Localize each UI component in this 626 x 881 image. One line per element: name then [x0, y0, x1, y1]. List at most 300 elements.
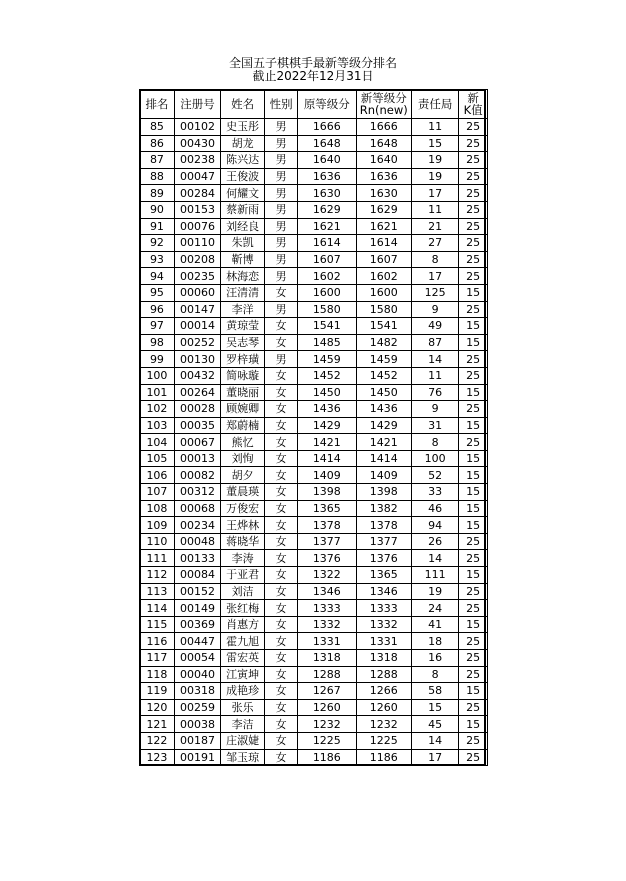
cell-new-k: 15: [459, 467, 488, 484]
cell-name: 王俊波: [221, 168, 265, 185]
cell-rank: 118: [140, 666, 175, 683]
cell-reg-no: 00284: [174, 185, 220, 202]
cell-bureau: 8: [411, 434, 458, 451]
table-row: [140, 699, 488, 716]
cell-old-score: 1377: [298, 533, 357, 550]
table-row: [140, 401, 488, 418]
cell-reg-no: 00187: [174, 732, 220, 749]
cell-gender: 女: [265, 749, 298, 766]
cell-new-k: 15: [459, 567, 488, 584]
header-new-k-line2: K值: [463, 103, 483, 117]
cell-name: 简咏璇: [221, 367, 265, 384]
cell-rank: 88: [140, 168, 175, 185]
cell-rank: 100: [140, 367, 175, 384]
cell-new-score: 1318: [356, 650, 411, 667]
cell-bureau: 87: [411, 334, 458, 351]
cell-new-score: 1260: [356, 699, 411, 716]
cell-bureau: 100: [411, 450, 458, 467]
table-row: [140, 334, 488, 351]
cell-gender: 女: [265, 450, 298, 467]
cell-new-score: 1629: [356, 201, 411, 218]
cell-rank: 101: [140, 384, 175, 401]
cell-name: 郑蔚楠: [221, 417, 265, 434]
cell-gender: 女: [265, 699, 298, 716]
cell-old-score: 1225: [298, 732, 357, 749]
cell-new-score: 1602: [356, 268, 411, 285]
cell-gender: 男: [265, 301, 298, 318]
cell-bureau: 17: [411, 185, 458, 202]
cell-rank: 104: [140, 434, 175, 451]
cell-rank: 112: [140, 567, 175, 584]
table-row: [140, 251, 488, 268]
cell-gender: 男: [265, 168, 298, 185]
cell-new-score: 1346: [356, 583, 411, 600]
cell-reg-no: 00038: [174, 716, 220, 733]
cell-bureau: 11: [411, 367, 458, 384]
cell-reg-no: 00133: [174, 550, 220, 567]
cell-name: 汪清清: [221, 284, 265, 301]
cell-rank: 121: [140, 716, 175, 733]
cell-name: 董晨瑛: [221, 484, 265, 501]
cell-rank: 109: [140, 517, 175, 534]
cell-name: 刘恂: [221, 450, 265, 467]
header-new-score-line1: 新等级分: [360, 91, 407, 105]
cell-reg-no: 00153: [174, 201, 220, 218]
cell-name: 顾婉卿: [221, 401, 265, 418]
cell-old-score: 1376: [298, 550, 357, 567]
cell-new-score: 1377: [356, 533, 411, 550]
cell-reg-no: 00076: [174, 218, 220, 235]
table-row: [140, 550, 488, 567]
cell-gender: 女: [265, 334, 298, 351]
table-row: [140, 732, 488, 749]
cell-old-score: 1648: [298, 135, 357, 152]
cell-new-score: 1459: [356, 351, 411, 368]
cell-name: 成艳珍: [221, 683, 265, 700]
cell-new-score: 1600: [356, 284, 411, 301]
cell-bureau: 17: [411, 268, 458, 285]
cell-gender: 男: [265, 119, 298, 136]
cell-new-k: 15: [459, 417, 488, 434]
cell-gender: 女: [265, 318, 298, 335]
cell-rank: 106: [140, 467, 175, 484]
header-name: 姓名: [221, 90, 265, 119]
cell-gender: 女: [265, 600, 298, 617]
cell-name: 李涛: [221, 550, 265, 567]
cell-new-score: 1482: [356, 334, 411, 351]
cell-gender: 女: [265, 434, 298, 451]
cell-gender: 女: [265, 666, 298, 683]
cell-bureau: 26: [411, 533, 458, 550]
table-body: [140, 119, 488, 766]
header-rank: 排名: [140, 90, 175, 119]
cell-new-score: 1331: [356, 633, 411, 650]
cell-reg-no: 00047: [174, 168, 220, 185]
cell-rank: 111: [140, 550, 175, 567]
cell-new-k: 25: [459, 732, 488, 749]
cell-new-k: 25: [459, 218, 488, 235]
cell-reg-no: 00048: [174, 533, 220, 550]
cell-bureau: 125: [411, 284, 458, 301]
cell-bureau: 8: [411, 251, 458, 268]
cell-name: 黄琼莹: [221, 318, 265, 335]
cell-gender: 女: [265, 384, 298, 401]
header-new-score-line2: Rn(new): [359, 103, 408, 117]
cell-old-score: 1602: [298, 268, 357, 285]
cell-reg-no: 00447: [174, 633, 220, 650]
cell-new-score: 1636: [356, 168, 411, 185]
cell-rank: 115: [140, 616, 175, 633]
cell-old-score: 1332: [298, 616, 357, 633]
cell-new-k: 25: [459, 251, 488, 268]
header-new-score: [356, 90, 411, 119]
cell-reg-no: 00234: [174, 517, 220, 534]
cell-rank: 102: [140, 401, 175, 418]
cell-gender: 女: [265, 500, 298, 517]
cell-new-k: 25: [459, 550, 488, 567]
cell-new-k: 25: [459, 135, 488, 152]
cell-bureau: 52: [411, 467, 458, 484]
cell-old-score: 1541: [298, 318, 357, 335]
cell-new-score: 1186: [356, 749, 411, 766]
cell-reg-no: 00130: [174, 351, 220, 368]
document-subtitle: 截止2022年12月31日: [252, 69, 374, 83]
cell-new-k: 15: [459, 284, 488, 301]
table-row: [140, 683, 488, 700]
cell-old-score: 1636: [298, 168, 357, 185]
cell-bureau: 58: [411, 683, 458, 700]
cell-new-k: 15: [459, 517, 488, 534]
cell-new-score: 1232: [356, 716, 411, 733]
cell-name: 朱凯: [221, 235, 265, 252]
cell-new-k: 15: [459, 500, 488, 517]
cell-new-score: 1333: [356, 600, 411, 617]
cell-new-score: 1630: [356, 185, 411, 202]
cell-bureau: 41: [411, 616, 458, 633]
cell-new-score: 1541: [356, 318, 411, 335]
table-row: [140, 268, 488, 285]
cell-name: 陈兴达: [221, 152, 265, 169]
cell-new-k: 15: [459, 334, 488, 351]
cell-rank: 108: [140, 500, 175, 517]
cell-gender: 女: [265, 716, 298, 733]
cell-old-score: 1580: [298, 301, 357, 318]
cell-gender: 男: [265, 235, 298, 252]
cell-old-score: 1365: [298, 500, 357, 517]
header-old-score: 原等级分: [298, 90, 357, 119]
cell-new-score: 1421: [356, 434, 411, 451]
cell-new-score: 1607: [356, 251, 411, 268]
cell-gender: 女: [265, 517, 298, 534]
cell-new-score: 1266: [356, 683, 411, 700]
cell-bureau: 45: [411, 716, 458, 733]
cell-rank: 114: [140, 600, 175, 617]
cell-bureau: 8: [411, 666, 458, 683]
cell-new-k: 25: [459, 201, 488, 218]
table-row: [140, 218, 488, 235]
cell-gender: 女: [265, 583, 298, 600]
cell-old-score: 1640: [298, 152, 357, 169]
cell-bureau: 14: [411, 550, 458, 567]
cell-name: 史玉彤: [221, 119, 265, 136]
cell-reg-no: 00149: [174, 600, 220, 617]
header-new-k: [459, 90, 488, 119]
cell-gender: 男: [265, 251, 298, 268]
cell-old-score: 1607: [298, 251, 357, 268]
cell-new-k: 15: [459, 716, 488, 733]
cell-bureau: 9: [411, 401, 458, 418]
cell-new-k: 25: [459, 367, 488, 384]
cell-rank: 107: [140, 484, 175, 501]
cell-name: 胡龙: [221, 135, 265, 152]
cell-gender: 女: [265, 401, 298, 418]
cell-old-score: 1452: [298, 367, 357, 384]
cell-gender: 女: [265, 616, 298, 633]
cell-new-k: 25: [459, 351, 488, 368]
cell-bureau: 16: [411, 650, 458, 667]
cell-old-score: 1436: [298, 401, 357, 418]
cell-rank: 95: [140, 284, 175, 301]
cell-reg-no: 00318: [174, 683, 220, 700]
cell-new-score: 1332: [356, 616, 411, 633]
cell-new-score: 1450: [356, 384, 411, 401]
cell-old-score: 1378: [298, 517, 357, 534]
cell-reg-no: 00035: [174, 417, 220, 434]
cell-old-score: 1429: [298, 417, 357, 434]
cell-bureau: 14: [411, 351, 458, 368]
header-bureau: 责任局: [411, 90, 458, 119]
cell-reg-no: 00054: [174, 650, 220, 667]
cell-new-k: 25: [459, 650, 488, 667]
cell-rank: 85: [140, 119, 175, 136]
cell-name: 熊忆: [221, 434, 265, 451]
cell-reg-no: 00208: [174, 251, 220, 268]
cell-rank: 86: [140, 135, 175, 152]
ranking-table: [139, 89, 488, 766]
cell-old-score: 1666: [298, 119, 357, 136]
cell-new-score: 1614: [356, 235, 411, 252]
cell-gender: 女: [265, 567, 298, 584]
cell-bureau: 19: [411, 152, 458, 169]
cell-rank: 122: [140, 732, 175, 749]
cell-rank: 89: [140, 185, 175, 202]
cell-gender: 女: [265, 467, 298, 484]
cell-new-k: 25: [459, 434, 488, 451]
cell-old-score: 1288: [298, 666, 357, 683]
cell-new-score: 1376: [356, 550, 411, 567]
table-row: [140, 517, 488, 534]
cell-old-score: 1421: [298, 434, 357, 451]
cell-new-k: 15: [459, 616, 488, 633]
cell-name: 靳博: [221, 251, 265, 268]
cell-new-score: 1436: [356, 401, 411, 418]
cell-reg-no: 00191: [174, 749, 220, 766]
cell-bureau: 31: [411, 417, 458, 434]
cell-bureau: 19: [411, 168, 458, 185]
table-row: [140, 567, 488, 584]
table-row: [140, 351, 488, 368]
table-row: [140, 650, 488, 667]
cell-old-score: 1318: [298, 650, 357, 667]
cell-bureau: 18: [411, 633, 458, 650]
cell-old-score: 1267: [298, 683, 357, 700]
cell-bureau: 17: [411, 749, 458, 766]
table-header-row: [140, 90, 488, 119]
cell-reg-no: 00067: [174, 434, 220, 451]
cell-new-k: 25: [459, 666, 488, 683]
table-row: [140, 284, 488, 301]
cell-bureau: 94: [411, 517, 458, 534]
cell-new-score: 1382: [356, 500, 411, 517]
cell-name: 万俊宏: [221, 500, 265, 517]
cell-rank: 113: [140, 583, 175, 600]
cell-gender: 女: [265, 633, 298, 650]
cell-old-score: 1621: [298, 218, 357, 235]
cell-rank: 98: [140, 334, 175, 351]
cell-reg-no: 00014: [174, 318, 220, 335]
cell-rank: 93: [140, 251, 175, 268]
cell-name: 李洋: [221, 301, 265, 318]
cell-bureau: 27: [411, 235, 458, 252]
cell-rank: 103: [140, 417, 175, 434]
cell-rank: 117: [140, 650, 175, 667]
cell-new-score: 1414: [356, 450, 411, 467]
table-row: [140, 384, 488, 401]
cell-reg-no: 00028: [174, 401, 220, 418]
cell-old-score: 1260: [298, 699, 357, 716]
cell-reg-no: 00110: [174, 235, 220, 252]
cell-new-score: 1365: [356, 567, 411, 584]
cell-new-k: 25: [459, 600, 488, 617]
table-row: [140, 434, 488, 451]
cell-reg-no: 00259: [174, 699, 220, 716]
cell-rank: 119: [140, 683, 175, 700]
cell-name: 蒋晓华: [221, 533, 265, 550]
cell-new-k: 25: [459, 268, 488, 285]
cell-old-score: 1186: [298, 749, 357, 766]
cell-name: 何耀文: [221, 185, 265, 202]
cell-name: 王烨林: [221, 517, 265, 534]
table-row: [140, 450, 488, 467]
table-row: [140, 749, 488, 766]
cell-reg-no: 00060: [174, 284, 220, 301]
cell-reg-no: 00235: [174, 268, 220, 285]
cell-new-k: 25: [459, 401, 488, 418]
cell-new-k: 15: [459, 484, 488, 501]
cell-new-score: 1666: [356, 119, 411, 136]
cell-new-k: 25: [459, 185, 488, 202]
cell-old-score: 1630: [298, 185, 357, 202]
cell-old-score: 1614: [298, 235, 357, 252]
cell-new-score: 1429: [356, 417, 411, 434]
cell-rank: 91: [140, 218, 175, 235]
cell-reg-no: 00068: [174, 500, 220, 517]
cell-bureau: 49: [411, 318, 458, 335]
cell-new-k: 25: [459, 749, 488, 766]
cell-bureau: 33: [411, 484, 458, 501]
cell-gender: 男: [265, 268, 298, 285]
cell-reg-no: 00152: [174, 583, 220, 600]
cell-new-score: 1580: [356, 301, 411, 318]
cell-new-k: 25: [459, 235, 488, 252]
cell-old-score: 1450: [298, 384, 357, 401]
cell-name: 张红梅: [221, 600, 265, 617]
document-title: 全国五子棋棋手最新等级分排名: [228, 56, 397, 70]
cell-bureau: 111: [411, 567, 458, 584]
cell-bureau: 11: [411, 201, 458, 218]
cell-name: 林海恋: [221, 268, 265, 285]
cell-bureau: 24: [411, 600, 458, 617]
cell-rank: 94: [140, 268, 175, 285]
cell-new-k: 25: [459, 168, 488, 185]
cell-old-score: 1459: [298, 351, 357, 368]
cell-bureau: 21: [411, 218, 458, 235]
cell-gender: 男: [265, 185, 298, 202]
table-row: [140, 533, 488, 550]
cell-new-k: 25: [459, 583, 488, 600]
cell-name: 霍九旭: [221, 633, 265, 650]
cell-name: 雷宏英: [221, 650, 265, 667]
cell-name: 张乐: [221, 699, 265, 716]
cell-old-score: 1485: [298, 334, 357, 351]
cell-new-k: 25: [459, 301, 488, 318]
cell-old-score: 1322: [298, 567, 357, 584]
cell-rank: 87: [140, 152, 175, 169]
table-row: [140, 235, 488, 252]
table-row: [140, 135, 488, 152]
cell-name: 于亚君: [221, 567, 265, 584]
cell-gender: 女: [265, 417, 298, 434]
cell-bureau: 11: [411, 119, 458, 136]
cell-gender: 女: [265, 533, 298, 550]
table-row: [140, 600, 488, 617]
cell-old-score: 1232: [298, 716, 357, 733]
cell-reg-no: 00084: [174, 567, 220, 584]
cell-bureau: 14: [411, 732, 458, 749]
cell-name: 刘经良: [221, 218, 265, 235]
cell-reg-no: 00040: [174, 666, 220, 683]
cell-old-score: 1333: [298, 600, 357, 617]
cell-name: 董晓丽: [221, 384, 265, 401]
cell-name: 肖惠方: [221, 616, 265, 633]
table-row: [140, 666, 488, 683]
cell-new-score: 1648: [356, 135, 411, 152]
table-row: [140, 301, 488, 318]
cell-gender: 女: [265, 732, 298, 749]
cell-gender: 女: [265, 550, 298, 567]
cell-old-score: 1331: [298, 633, 357, 650]
cell-gender: 女: [265, 367, 298, 384]
cell-reg-no: 00369: [174, 616, 220, 633]
cell-gender: 女: [265, 650, 298, 667]
table-row: [140, 152, 488, 169]
cell-new-score: 1398: [356, 484, 411, 501]
table-row: [140, 484, 488, 501]
table-row: [140, 168, 488, 185]
cell-reg-no: 00430: [174, 135, 220, 152]
cell-gender: 男: [265, 135, 298, 152]
cell-new-k: 25: [459, 152, 488, 169]
table-row: [140, 583, 488, 600]
cell-new-k: 25: [459, 699, 488, 716]
cell-rank: 92: [140, 235, 175, 252]
table-row: [140, 467, 488, 484]
cell-old-score: 1346: [298, 583, 357, 600]
cell-gender: 男: [265, 152, 298, 169]
cell-reg-no: 00264: [174, 384, 220, 401]
table-row: [140, 716, 488, 733]
cell-rank: 97: [140, 318, 175, 335]
